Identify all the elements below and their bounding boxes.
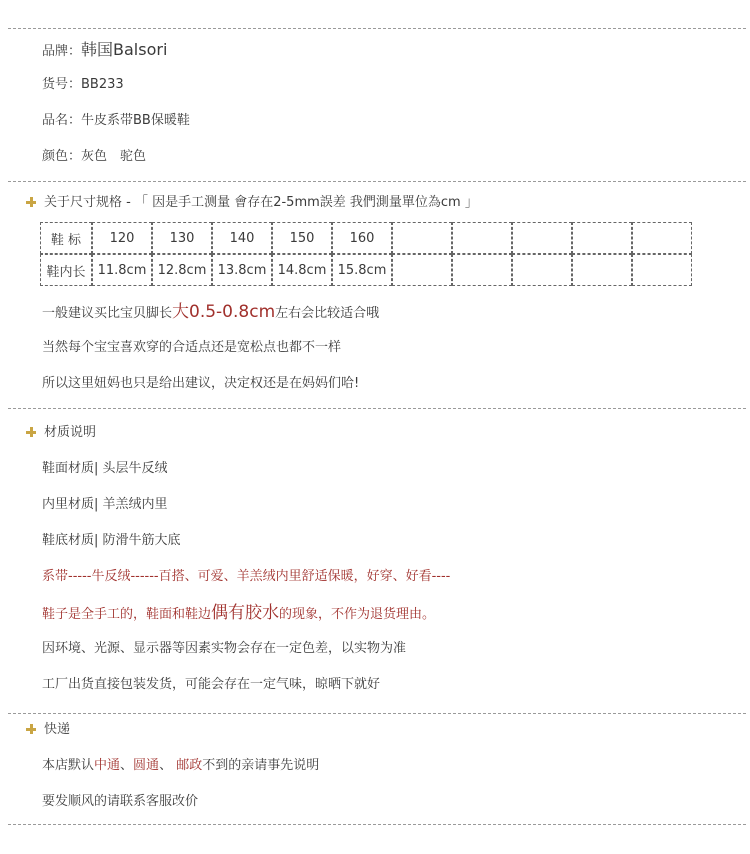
plus-icon <box>26 197 36 207</box>
shipping-prefix: 本店默认 <box>42 758 95 773</box>
length-cell: 14.8cm <box>272 254 332 286</box>
courier-yto: 圆通 <box>133 758 160 773</box>
length-cell <box>452 254 512 286</box>
sep-2: 、 <box>159 758 177 773</box>
size-cell: 140 <box>212 222 272 254</box>
color-diff-note: 因环境、光源、显示器等因素实物会存在一定色差，以实物为准 <box>42 641 407 656</box>
size-cell <box>392 222 452 254</box>
brand-label: 品牌： <box>42 44 82 59</box>
courier-zto: 中通 <box>94 758 121 773</box>
divider-1 <box>8 181 746 182</box>
smell-note: 工厂出货直接包装发货，可能会存在一定气味，晾晒下就好 <box>42 677 381 692</box>
table-row <box>40 254 692 286</box>
product-name-line <box>42 112 190 130</box>
material-highlight: 系带-----牛反绒------百搭、可爱、羊羔绒内里舒适保暖，好穿、好看---- <box>42 569 451 584</box>
size-note-3: 所以这里妞妈也只是给出建议，决定权还是在妈妈们哈! <box>42 376 360 391</box>
item-no-label: 货号： <box>42 77 82 92</box>
size-cell <box>572 222 632 254</box>
size-table <box>40 222 692 286</box>
length-row-label: 鞋内长 <box>40 254 92 286</box>
size-row-label: 鞋 标 <box>40 222 92 254</box>
sole-material: 鞋底材质| 防滑牛筋大底 <box>42 533 181 548</box>
size-cell <box>512 222 572 254</box>
color-label: 颜色： <box>42 149 82 164</box>
color-value: 灰色 驼色 <box>81 149 147 164</box>
size-advice <box>42 303 379 323</box>
table-row <box>40 222 692 254</box>
product-name-value: 牛皮系带BB保暖鞋 <box>81 113 190 128</box>
size-cell: 120 <box>92 222 152 254</box>
size-section-title <box>26 194 478 212</box>
length-cell: 15.8cm <box>332 254 392 286</box>
divider-bottom <box>8 824 746 825</box>
product-name-label: 品名： <box>42 113 82 128</box>
shipping-suffix: 不到的亲请事先说明 <box>202 758 320 773</box>
length-cell <box>392 254 452 286</box>
length-cell: 12.8cm <box>152 254 212 286</box>
length-cell: 11.8cm <box>92 254 152 286</box>
material-section-title-text: 材质说明 <box>44 425 97 440</box>
material-section-title <box>26 424 96 442</box>
item-no-line <box>42 76 124 94</box>
lining-material: 内里材质| 羊羔绒内里 <box>42 497 168 512</box>
divider-top <box>8 28 746 29</box>
courier-post: 邮政 <box>176 758 203 773</box>
size-note-2: 当然每个宝宝喜欢穿的合适点还是宽松点也都不一样 <box>42 340 342 355</box>
size-cell <box>452 222 512 254</box>
advice-suffix: 左右会比较适合哦 <box>275 306 380 321</box>
item-no-value: BB233 <box>81 77 124 92</box>
brand-line <box>42 41 167 61</box>
divider-2 <box>8 408 746 409</box>
length-cell <box>632 254 692 286</box>
shipping-line-1 <box>42 757 319 775</box>
sep-1: 、 <box>120 758 134 773</box>
glue-suffix: 的现象，不作为退货理由。 <box>279 607 436 622</box>
divider-3 <box>8 713 746 714</box>
shipping-section-title-text: 快递 <box>44 722 71 737</box>
size-section-title-text: 关于尺寸规格 - 「 因是手工测量 會存在2-5mm誤差 我們測量單位為cm 」 <box>44 195 478 210</box>
plus-icon <box>26 427 36 437</box>
glue-prefix: 鞋子是全手工的，鞋面和鞋边 <box>42 607 212 622</box>
glue-highlight: 偶有胶水 <box>211 603 280 623</box>
shipping-section-title <box>26 721 70 739</box>
length-cell <box>572 254 632 286</box>
size-cell: 160 <box>332 222 392 254</box>
glue-note <box>42 604 435 624</box>
plus-icon <box>26 724 36 734</box>
size-cell: 150 <box>272 222 332 254</box>
shipping-line-2: 要发顺风的请联系客服改价 <box>42 794 199 809</box>
upper-material: 鞋面材质| 头层牛反绒 <box>42 461 168 476</box>
length-cell <box>512 254 572 286</box>
advice-highlight: 大0.5-0.8cm <box>172 302 276 322</box>
size-cell <box>632 222 692 254</box>
length-cell: 13.8cm <box>212 254 272 286</box>
advice-prefix: 一般建议买比宝贝脚长 <box>42 306 173 321</box>
brand-value: 韩国Balsori <box>81 40 168 59</box>
color-line <box>42 148 146 166</box>
size-cell: 130 <box>152 222 212 254</box>
